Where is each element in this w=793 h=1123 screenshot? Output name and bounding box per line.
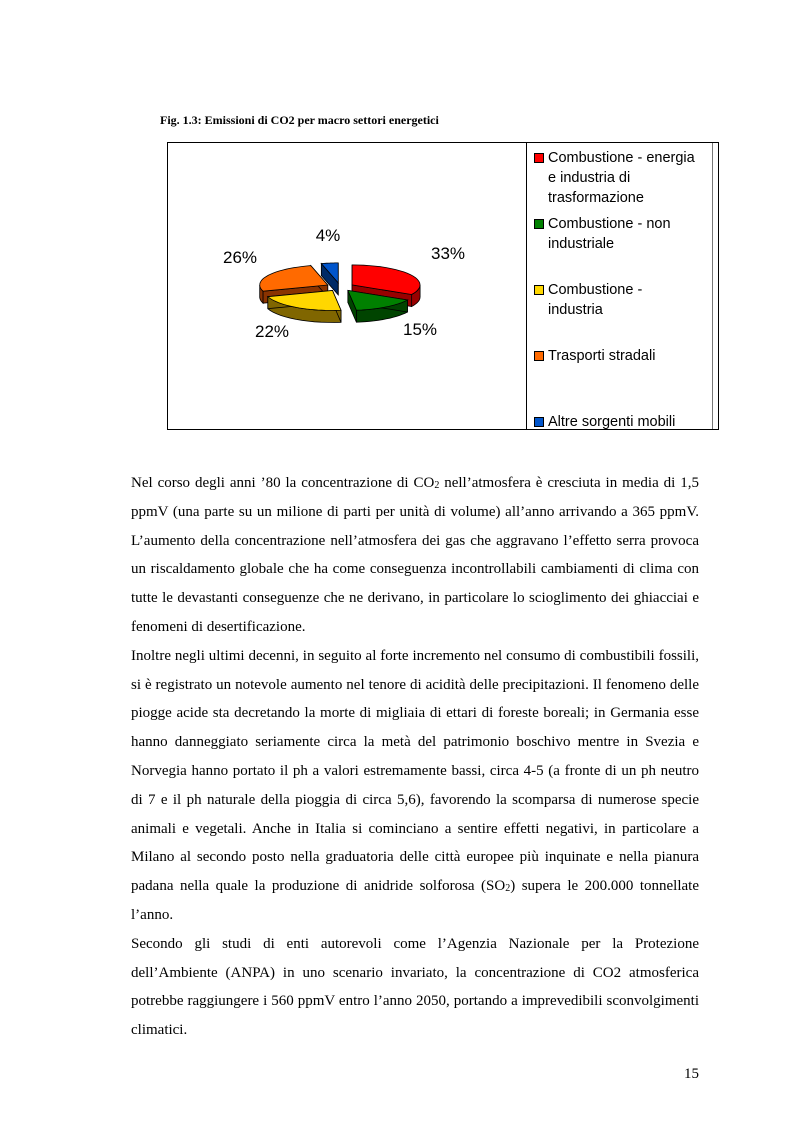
paragraph-1-rest: nell’atmosfera è cresciuta in media di 1,5 ppmV (una parte su un milione di parti per unità di volume) all’anno arrivando a 365 ppmV. L’aumento della concentrazione nell’atmosfera dei gas che aggravano l’effetto serra provoca un riscaldamento globale che ha come conseguenza incontrollabili cambiamenti di clima con tutte le devastanti conseguenze che ne derivano, in particolare lo scioglimento dei ghiacciai e fenomeni di desertificazione.: [131, 475, 699, 635]
pie-label-altre-sorgenti: 4%: [315, 226, 341, 245]
legend-swatch-non-industriale: [534, 219, 544, 229]
pie-label-energia: 33%: [430, 244, 466, 263]
legend-label-energia-2: e industria di: [548, 170, 631, 186]
legend-item-energia: [534, 148, 714, 208]
legend-label-energia-3: trasformazione: [548, 190, 644, 206]
pie-label-industria: 22%: [254, 322, 290, 341]
pie-label-non-industriale: 15%: [402, 320, 438, 339]
legend-item-non-industriale: [534, 214, 714, 254]
page-number: 15: [684, 1066, 699, 1082]
legend-label-industria-1: Combustione -: [548, 282, 643, 298]
legend-item-trasporti: [534, 346, 714, 366]
paragraph-1: [131, 469, 699, 642]
legend-swatch-energia: [534, 153, 544, 163]
figure-caption: Fig. 1.3: Emissioni di CO2 per macro settori energetici: [160, 113, 439, 127]
so2-subscript: 2: [505, 883, 511, 895]
body-text: [131, 469, 699, 1045]
pie-chart-frame: [167, 142, 719, 430]
legend-label-non-industriale-2: industriale: [548, 236, 615, 252]
pie-chart: [168, 143, 528, 430]
legend-item-industria: [534, 280, 714, 320]
paragraph-2: [131, 642, 699, 930]
legend-label-energia-1: Combustione - energia: [548, 150, 695, 166]
legend-divider: [526, 143, 527, 429]
legend-swatch-industria: [534, 285, 544, 295]
legend-swatch-altre-sorgenti: [534, 417, 544, 427]
legend-label-industria-2: industria: [548, 302, 603, 318]
paragraph-2-start: Inoltre negli ultimi decenni, in seguito al forte incremento nel consumo di combustibili fossili, si è registrato un notevole aumento nel tenore di acidità delle precipitazioni. Il fenomeno delle piogge acide sta decretando la morte di migliaia di ettari di foreste boreali; in Germania esse hanno danneggiato seriamente circa la metà del patrimonio boschivo mentre in Svezia e Norvegia hanno portato il ph a valori estremamente bassi, circa 4-5 (a fronte di un ph neutro di 7 e il ph naturale della pioggia di circa 5,6), favorendo la scomparsa di numerose specie animali e vegetali. Anche in Italia si cominciano a sentire effetti negativi, in particolare a Milano al secondo posto nella graduatoria delle città europee più inquinate e nella pianura padana nella quale la produzione di anidride solforosa (SO: [131, 647, 699, 895]
legend-item-altre-sorgenti: [534, 412, 714, 430]
paragraph-1-start: Nel corso degli anni ’80 la concentrazione di CO: [131, 475, 435, 491]
pie-label-trasporti: 26%: [222, 248, 258, 267]
legend-label-non-industriale-1: Combustione - non: [548, 216, 671, 232]
paragraph-2-rest: ) supera le 200.000 tonnellate l’anno.: [131, 878, 699, 923]
legend-label-trasporti: Trasporti stradali: [548, 348, 656, 364]
co2-subscript: 2: [434, 480, 440, 491]
paragraph-3: Secondo gli studi di enti autorevoli come l’Agenzia Nazionale per la Protezione dell’Ambiente (ANPA) in uno scenario invariato, la concentrazione di CO2 atmosferica potrebbe raggiungere i 560 ppmV entro l’anno 2050, portando a imprevedibili sconvolgimenti climatici.: [131, 935, 699, 1039]
legend-label-altre-sorgenti: Altre sorgenti mobili: [548, 414, 676, 430]
legend-swatch-trasporti: [534, 351, 544, 361]
